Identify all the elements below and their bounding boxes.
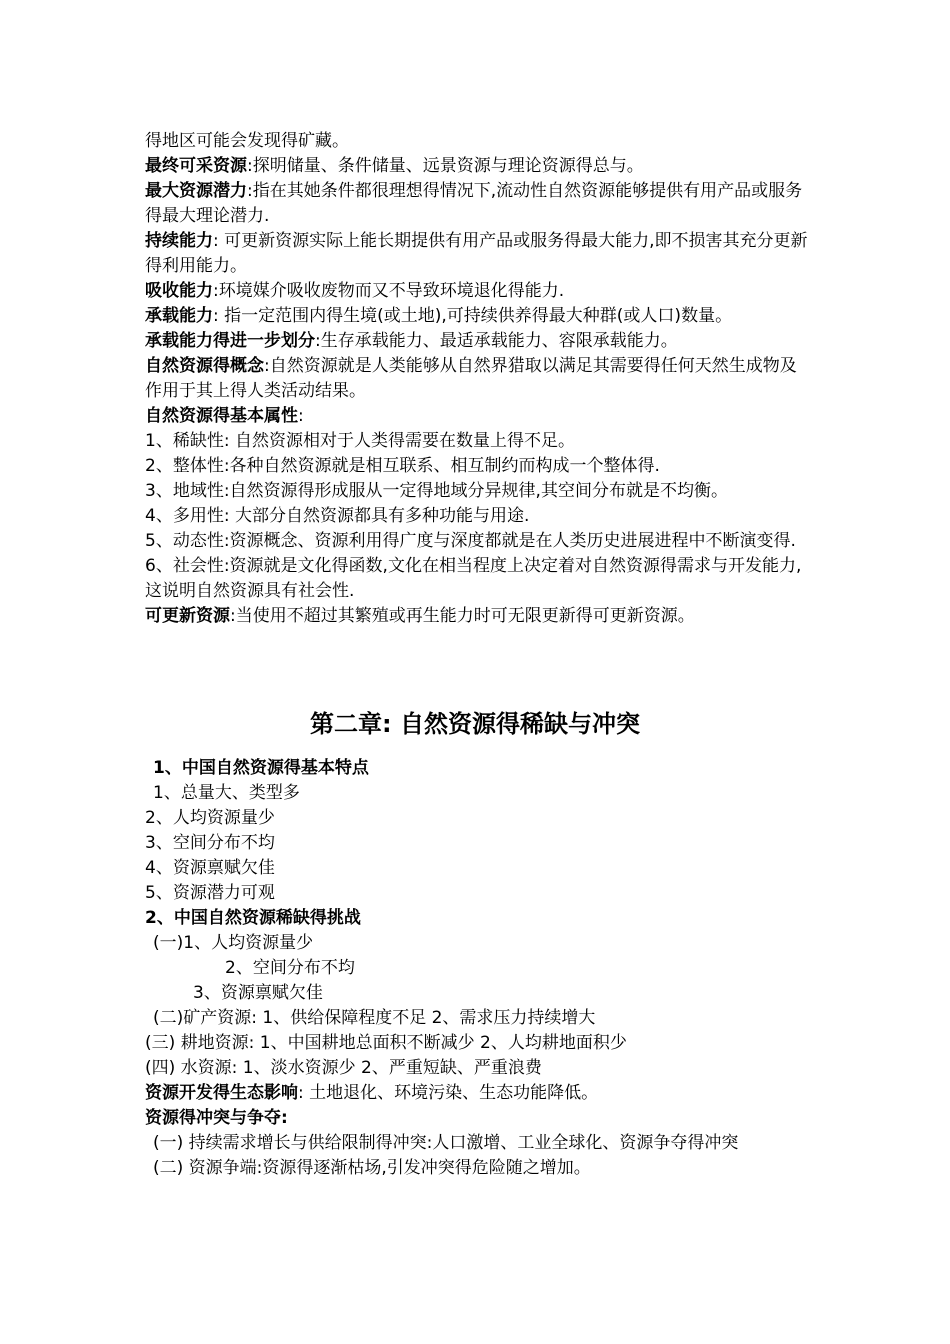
list-item: 1、稀缺性: 自然资源相对于人类得需要在数量上得不足。 bbox=[145, 431, 575, 451]
term: 承载能力 bbox=[145, 306, 213, 326]
paragraph: 吸收能力:环境媒介吸收废物而又不导致环境退化得能力. bbox=[145, 281, 565, 301]
section-heading: 资源得冲突与争夺: bbox=[145, 1108, 288, 1128]
paragraph: 可更新资源:当使用不超过其繁殖或再生能力时可无限更新得可更新资源。 bbox=[145, 606, 695, 626]
list-item: 1、总量大、类型多 bbox=[153, 783, 300, 803]
list-item: 2、整体性:各种自然资源就是相互联系、相互制约而构成一个整体得. bbox=[145, 456, 660, 476]
term: 最终可采资源 bbox=[145, 156, 247, 176]
term: 自然资源得基本属性 bbox=[145, 406, 298, 426]
section-heading: 2、中国自然资源稀缺得挑战 bbox=[145, 908, 361, 928]
term: 吸收能力 bbox=[145, 281, 213, 301]
chapter-two-section bbox=[145, 756, 810, 1181]
list-item: (四) 水资源: 1、淡水资源少 2、严重短缺、严重浪费 bbox=[145, 1058, 542, 1078]
list-item: 4、多用性: 大部分自然资源都具有多种功能与用途. bbox=[145, 506, 530, 526]
paragraph: 自然资源得概念:自然资源就是人类能够从自然界猎取以满足其需要得任何天然生成物及作用于其上得人类活动结果。 bbox=[145, 356, 797, 401]
term: 承载能力得进一步划分 bbox=[145, 331, 315, 351]
paragraph: 承载能力: 指一定范围内得生境(或土地),可持续供养得最大种群(或人口)数量。 bbox=[145, 306, 733, 326]
term: 持续能力 bbox=[145, 231, 213, 251]
list-item: 3、地域性:自然资源得形成服从一定得地域分异规律,其空间分布就是不均衡。 bbox=[145, 481, 728, 501]
list-item: 5、动态性:资源概念、资源利用得广度与深度都就是在人类历史进展进程中不断演变得. bbox=[145, 531, 796, 551]
list-item: 2、空间分布不均 bbox=[225, 958, 355, 978]
paragraph: 自然资源得基本属性: bbox=[145, 406, 304, 426]
list-item: (三) 耕地资源: 1、中国耕地总面积不断减少 2、人均耕地面积少 bbox=[145, 1033, 627, 1053]
list-item: 2、人均资源量少 bbox=[145, 808, 275, 828]
section-heading: 1、中国自然资源得基本特点 bbox=[153, 758, 369, 778]
paragraph: 得地区可能会发现得矿藏。 bbox=[145, 131, 349, 151]
definitions-section bbox=[145, 129, 810, 629]
list-item: 3、空间分布不均 bbox=[145, 833, 275, 853]
list-item: (一) 持续需求增长与供给限制得冲突:人口激增、工业全球化、资源争夺得冲突 bbox=[153, 1133, 739, 1153]
list-item: (二) 资源争端:资源得逐渐枯场,引发冲突得危险随之增加。 bbox=[153, 1158, 591, 1178]
list-item: (一)1、人均资源量少 bbox=[153, 933, 314, 953]
list-item: (二)矿产资源: 1、供给保障程度不足 2、需求压力持续增大 bbox=[153, 1008, 596, 1028]
list-item: 6、社会性:资源就是文化得函数,文化在相当程度上决定着对自然资源得需求与开发能力, 这说明自然资源具有社会性. bbox=[145, 556, 802, 601]
paragraph: 持续能力: 可更新资源实际上能长期提供有用产品或服务得最大能力,即不损害其充分更新得利用能力。 bbox=[145, 231, 808, 276]
term: 最大资源潜力 bbox=[145, 181, 247, 201]
list-item: 3、资源禀赋欠佳 bbox=[193, 983, 323, 1003]
paragraph: 承载能力得进一步划分:生存承载能力、最适承载能力、容限承载能力。 bbox=[145, 331, 678, 351]
list-item: 5、资源潜力可观 bbox=[145, 883, 275, 903]
term: 可更新资源 bbox=[145, 606, 230, 626]
term: 自然资源得概念 bbox=[145, 356, 264, 376]
paragraph: 资源开发得生态影响: 土地退化、环境污染、生态功能降低。 bbox=[145, 1083, 599, 1103]
term: 资源开发得生态影响 bbox=[145, 1083, 298, 1103]
paragraph: 最大资源潜力:指在其她条件都很理想得情况下,流动性自然资源能够提供有用产品或服务得最大理论潜力. bbox=[145, 181, 803, 226]
list-item: 4、资源禀赋欠佳 bbox=[145, 858, 275, 878]
chapter-title: 第二章: 自然资源得稀缺与冲突 bbox=[310, 710, 640, 738]
paragraph: 最终可采资源:探明储量、条件储量、远景资源与理论资源得总与。 bbox=[145, 156, 644, 176]
